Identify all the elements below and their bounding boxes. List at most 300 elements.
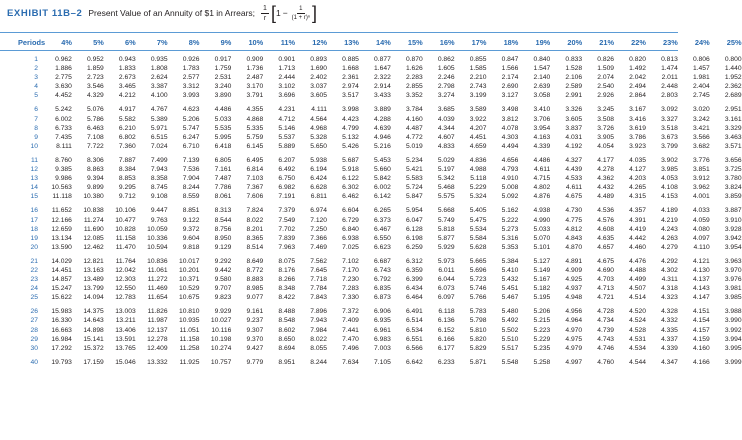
value-cell: 5.389 (150, 115, 168, 123)
value-cell: 4.488 (629, 266, 646, 274)
value-cell: 8.176 (278, 266, 296, 274)
value-cell: 5.223 (533, 326, 551, 334)
value-cell: 8.488 (278, 308, 296, 316)
value-cell: 3.410 (533, 106, 551, 114)
value-cell: 4.657 (597, 243, 615, 251)
value-cell: 3.566 (692, 133, 710, 141)
value-cell: 13.163 (83, 266, 104, 274)
value-cell: 9.108 (150, 193, 168, 201)
value-cell: 9.372 (182, 225, 200, 233)
value-cell: 11.470 (115, 243, 136, 251)
formula-outer-fraction (261, 5, 269, 22)
value-cell: 3.416 (629, 115, 646, 123)
value-cell: 7.366 (310, 234, 328, 242)
value-cell: 6.492 (278, 166, 296, 174)
value-cell: 4.192 (565, 142, 583, 150)
value-cell: 5.197 (437, 166, 455, 174)
period-cell: 10 (30, 142, 38, 150)
value-cell: 8.985 (246, 285, 264, 293)
value-cell: 3.605 (565, 115, 583, 123)
period-cell: 26 (30, 308, 38, 316)
value-cell: 10.027 (210, 317, 232, 325)
value-cell: 4.712 (278, 115, 296, 123)
value-cell: 4.476 (629, 257, 646, 265)
value-cell: 6.938 (342, 234, 359, 242)
value-cell: 4.868 (246, 115, 264, 123)
value-cell: 6.802 (118, 133, 136, 141)
value-cell: 2.444 (278, 74, 296, 82)
value-cell: 0.870 (405, 56, 423, 63)
rate-column-header: 13% (344, 37, 359, 47)
formula-outer-numerator: 1 (263, 4, 267, 12)
value-cell: 4.608 (597, 225, 615, 233)
value-cell: 0.813 (661, 56, 678, 63)
value-cell: 6.462 (342, 193, 359, 201)
value-cell: 1.952 (724, 74, 742, 82)
value-cell: 6.259 (405, 243, 423, 251)
value-cell: 4.054 (597, 142, 615, 150)
value-cell: 6.515 (150, 133, 168, 141)
value-cell: 2.487 (246, 74, 264, 82)
value-cell: 4.160 (692, 344, 710, 352)
value-cell: 5.502 (501, 326, 519, 334)
period-cell: 4 (34, 83, 38, 91)
value-cell: 17.292 (51, 344, 72, 352)
period-cell: 9 (34, 133, 38, 141)
value-cell: 10.336 (147, 234, 168, 242)
value-cell: 6.733 (55, 124, 72, 132)
value-cell: 4.154 (692, 317, 710, 325)
value-cell: 4.507 (629, 285, 646, 293)
table-row (0, 142, 742, 151)
value-cell: 5.971 (150, 124, 168, 132)
value-cell: 9.707 (214, 285, 232, 293)
value-cell: 2.540 (597, 83, 615, 91)
value-cell: 12.166 (51, 216, 72, 224)
value-cell: 9.929 (214, 308, 232, 316)
value-cell: 4.391 (629, 216, 646, 224)
value-cell: 7.003 (374, 344, 391, 352)
value-cell: 4.743 (597, 335, 615, 343)
value-cell: 2.723 (87, 74, 104, 82)
value-cell: 6.122 (342, 175, 359, 183)
value-cell: 7.549 (278, 216, 296, 224)
value-cell: 5.206 (533, 308, 551, 316)
value-cell: 1.690 (310, 65, 328, 73)
value-cell: 1.457 (692, 65, 710, 73)
value-cell: 15.046 (115, 358, 136, 366)
value-cell: 8.951 (278, 358, 296, 366)
value-cell: 2.951 (724, 106, 742, 114)
value-cell: 4.997 (565, 358, 583, 366)
value-cell: 4.160 (405, 115, 423, 123)
value-cell: 15.141 (83, 335, 104, 343)
value-cell: 4.329 (87, 92, 104, 100)
value-cell: 5.242 (55, 106, 72, 114)
value-cell: 2.361 (342, 74, 359, 82)
value-cell: 0.862 (437, 56, 455, 63)
value-cell: 2.639 (533, 83, 551, 91)
value-cell: 4.970 (565, 326, 583, 334)
exhibit-header (7, 2, 317, 24)
value-cell: 16.663 (51, 326, 72, 334)
value-cell: 9.385 (55, 166, 72, 174)
value-cell: 9.129 (214, 243, 232, 251)
value-cell: 3.922 (469, 115, 487, 123)
value-cell: 4.514 (629, 294, 646, 302)
value-cell: 8.365 (246, 234, 264, 242)
value-cell: 15.372 (83, 344, 104, 352)
value-cell: 4.001 (692, 193, 710, 201)
value-cell: 5.724 (405, 184, 423, 192)
value-cell: 5.582 (118, 115, 136, 123)
value-cell: 17.159 (83, 358, 104, 366)
value-cell: 7.409 (342, 317, 359, 325)
period-cell: 6 (34, 106, 38, 114)
value-cell: 5.384 (501, 257, 519, 265)
value-cell: 5.798 (469, 317, 487, 325)
value-cell: 1.668 (342, 65, 359, 73)
value-cell: 3.990 (724, 317, 742, 325)
value-cell: 2.745 (692, 92, 710, 100)
value-cell: 12.303 (115, 276, 136, 284)
value-cell: 3.508 (597, 115, 615, 123)
value-cell: 13.765 (115, 344, 136, 352)
rate-column-header: 4% (61, 37, 72, 47)
value-cell: 4.130 (692, 266, 710, 274)
value-cell: 7.230 (342, 276, 359, 284)
value-cell: 6.194 (310, 166, 328, 174)
period-cell: 3 (34, 74, 38, 82)
value-cell: 4.760 (597, 358, 615, 366)
value-cell: 4.153 (661, 193, 678, 201)
value-cell: 0.952 (87, 56, 104, 63)
value-cell: 7.824 (246, 207, 264, 215)
value-cell: 4.639 (374, 124, 391, 132)
value-cell: 8.756 (214, 225, 232, 233)
value-cell: 3.696 (278, 92, 296, 100)
value-cell: 0.926 (182, 56, 200, 63)
value-cell: 4.035 (629, 156, 646, 164)
value-cell: 5.583 (405, 175, 423, 183)
value-cell: 9.986 (55, 175, 72, 183)
table-row (0, 156, 742, 165)
value-cell: 4.265 (629, 184, 646, 192)
value-cell: 7.887 (118, 156, 136, 164)
value-cell: 5.929 (437, 243, 455, 251)
table-row (0, 266, 742, 275)
value-cell: 0.877 (374, 56, 391, 63)
value-cell: 5.517 (501, 344, 519, 352)
value-cell: 12.409 (147, 344, 168, 352)
value-cell: 5.829 (469, 344, 487, 352)
value-cell: 6.814 (246, 166, 264, 174)
value-cell: 5.127 (533, 257, 551, 265)
value-cell: 0.901 (278, 56, 296, 63)
value-cell: 3.546 (87, 83, 104, 91)
value-cell: 5.146 (278, 124, 296, 132)
value-cell: 5.222 (501, 216, 519, 224)
value-cell: 4.039 (437, 115, 455, 123)
value-cell: 4.909 (565, 266, 583, 274)
value-cell: 3.993 (182, 92, 200, 100)
value-cell: 8.649 (246, 257, 264, 265)
value-cell: 5.938 (310, 156, 328, 164)
value-cell: 4.793 (501, 166, 519, 174)
value-cell: 5.575 (437, 193, 455, 201)
present-value-table (0, 36, 742, 367)
value-cell: 4.143 (692, 285, 710, 293)
value-cell: 4.159 (692, 335, 710, 343)
value-cell: 4.452 (55, 92, 72, 100)
value-cell: 5.759 (246, 133, 264, 141)
value-cell: 13.591 (115, 335, 136, 343)
value-cell: 3.799 (661, 142, 678, 150)
value-cell: 5.877 (437, 234, 455, 242)
value-cell: 7.606 (246, 193, 264, 201)
value-cell: 9.580 (214, 276, 232, 284)
value-cell: 13.799 (83, 285, 104, 293)
value-cell: 9.394 (87, 175, 104, 183)
value-cell: 10.059 (147, 225, 168, 233)
value-cell: 7.108 (87, 133, 104, 141)
value-cell: 8.358 (150, 175, 168, 183)
period-cell: 29 (30, 335, 38, 343)
value-cell: 4.891 (565, 257, 583, 265)
value-cell: 4.534 (629, 344, 646, 352)
value-cell: 7.024 (150, 142, 168, 150)
value-cell: 3.170 (246, 83, 264, 91)
value-cell: 1.528 (565, 65, 583, 73)
value-cell: 12.042 (115, 266, 136, 274)
value-cell: 5.324 (469, 193, 487, 201)
formula-right-bracket: ] (312, 3, 318, 23)
value-cell: 10.836 (147, 257, 168, 265)
value-cell: 6.623 (374, 243, 391, 251)
value-cell: 4.812 (565, 225, 583, 233)
value-cell: 10.380 (83, 193, 104, 201)
value-cell: 3.037 (310, 83, 328, 91)
value-cell: 11.158 (115, 234, 136, 242)
value-cell: 3.706 (533, 115, 551, 123)
value-cell: 5.092 (501, 193, 519, 201)
value-cell: 5.149 (533, 266, 551, 274)
value-cell: 3.327 (661, 115, 678, 123)
value-cell: 9.604 (182, 234, 200, 242)
value-cell: 4.278 (597, 166, 615, 174)
rate-column-header: 17% (471, 37, 487, 47)
value-cell: 2.246 (437, 74, 455, 82)
value-cell: 7.843 (310, 294, 328, 302)
value-cell: 8.772 (246, 266, 264, 274)
value-cell: 10.675 (178, 294, 200, 302)
table-row (0, 335, 742, 344)
value-cell: 6.312 (405, 257, 423, 265)
rate-column-header: 18% (503, 37, 519, 47)
value-cell: 11.826 (147, 308, 168, 316)
value-cell: 4.362 (597, 175, 615, 183)
value-cell: 4.423 (342, 115, 359, 123)
value-cell: 2.673 (118, 74, 136, 82)
value-cell: 5.029 (437, 156, 455, 164)
value-cell: 8.760 (55, 156, 72, 164)
table-row (0, 243, 742, 252)
value-cell: 7.839 (278, 234, 296, 242)
value-cell: 14.857 (51, 276, 72, 284)
value-cell: 8.055 (310, 344, 328, 352)
value-cell: 7.496 (342, 344, 359, 352)
table-row (0, 307, 742, 316)
value-cell: 6.247 (182, 133, 200, 141)
period-cell: 40 (30, 358, 38, 366)
table-row (0, 234, 742, 243)
table-row (0, 275, 742, 284)
value-cell: 7.963 (278, 243, 296, 251)
value-cell: 2.689 (724, 92, 742, 100)
value-cell: 4.734 (597, 317, 615, 325)
value-cell: 11.764 (115, 257, 136, 265)
value-cell: 9.161 (246, 308, 264, 316)
value-cell: 12.462 (83, 243, 104, 251)
value-cell: 7.786 (214, 184, 232, 192)
value-cell: 4.339 (533, 142, 551, 150)
value-cell: 4.489 (597, 193, 615, 201)
value-cell: 13.003 (115, 308, 136, 316)
value-cell: 10.838 (83, 207, 104, 215)
value-cell: 2.210 (469, 74, 487, 82)
value-cell: 3.463 (724, 133, 742, 141)
value-cell: 3.682 (692, 142, 710, 150)
value-cell: 6.604 (342, 207, 359, 215)
table-row (0, 284, 742, 293)
value-cell: 0.820 (629, 56, 646, 63)
value-cell: 11.652 (51, 207, 72, 215)
value-cell: 7.645 (310, 266, 328, 274)
value-cell: 5.195 (533, 294, 551, 302)
value-cell: 3.167 (629, 106, 646, 114)
value-cell: 10.757 (210, 358, 232, 366)
value-cell: 9.763 (150, 216, 168, 224)
value-cell: 10.828 (115, 225, 136, 233)
value-cell: 0.885 (342, 56, 359, 63)
value-cell: 6.177 (437, 344, 455, 352)
value-cell: 4.772 (405, 133, 423, 141)
value-cell: 4.968 (310, 124, 328, 132)
value-cell: 2.775 (55, 74, 72, 82)
value-cell: 6.729 (342, 216, 359, 224)
value-cell: 6.495 (246, 156, 264, 164)
value-cell: 5.215 (533, 317, 551, 325)
value-cell: 5.954 (405, 207, 423, 215)
value-cell: 5.783 (469, 308, 487, 316)
period-cell: 19 (30, 234, 38, 242)
value-cell: 6.961 (374, 326, 391, 334)
value-cell: 6.002 (374, 184, 391, 192)
value-cell: 3.985 (661, 166, 678, 174)
value-cell: 6.491 (405, 308, 423, 316)
value-cell: 1.492 (629, 65, 646, 73)
value-cell: 2.283 (405, 74, 423, 82)
value-cell: 4.975 (565, 335, 583, 343)
value-cell: 2.864 (629, 92, 646, 100)
period-cell: 1 (34, 56, 38, 63)
value-cell: 3.312 (182, 83, 200, 91)
value-cell: 7.103 (246, 175, 264, 183)
value-cell: 9.823 (214, 294, 232, 302)
value-cell: 4.486 (214, 106, 232, 114)
value-cell: 3.923 (629, 142, 646, 150)
value-cell: 5.871 (469, 358, 487, 366)
period-cell: 14 (30, 184, 38, 192)
value-cell: 1.833 (118, 65, 136, 73)
value-cell: 5.628 (469, 243, 487, 251)
value-cell: 14.898 (83, 326, 104, 334)
value-cell: 9.237 (246, 317, 264, 325)
value-cell: 8.544 (214, 216, 232, 224)
value-cell: 5.973 (437, 257, 455, 265)
value-cell: 3.058 (533, 92, 551, 100)
value-cell: 10.371 (178, 276, 200, 284)
value-cell: 10.935 (178, 317, 200, 325)
value-cell: 7.469 (310, 243, 328, 251)
period-cell: 8 (34, 124, 38, 132)
value-cell: 6.210 (118, 124, 136, 132)
value-cell: 0.935 (150, 56, 168, 63)
value-cell: 5.258 (533, 358, 551, 366)
value-cell: 10.563 (51, 184, 72, 192)
value-cell: 3.127 (501, 92, 519, 100)
value-cell: 2.855 (405, 83, 423, 91)
value-cell: 1.759 (214, 65, 232, 73)
value-cell: 3.812 (501, 115, 519, 123)
value-cell: 1.713 (278, 65, 296, 73)
value-cell: 2.042 (629, 74, 646, 82)
value-cell: 4.442 (629, 234, 646, 242)
value-cell: 3.928 (724, 225, 742, 233)
value-cell: 1.736 (246, 65, 264, 73)
value-cell: 3.963 (724, 257, 742, 265)
value-cell: 4.279 (661, 243, 678, 251)
annuity-formula (259, 4, 317, 22)
value-cell: 10.201 (178, 266, 200, 274)
value-cell: 0.893 (310, 56, 328, 63)
value-cell: 7.718 (310, 276, 328, 284)
value-cell: 4.730 (565, 207, 583, 215)
value-cell: 3.954 (533, 124, 551, 132)
value-cell: 4.728 (597, 308, 615, 316)
period-cell: 16 (30, 207, 38, 215)
value-cell: 4.332 (661, 317, 678, 325)
value-cell: 3.725 (724, 166, 742, 174)
value-cell: 5.510 (501, 335, 519, 343)
rate-column-header: 12% (312, 37, 328, 47)
value-cell: 3.912 (692, 175, 710, 183)
value-cell: 5.405 (469, 207, 487, 215)
table-row (0, 358, 742, 367)
value-cell: 2.624 (150, 74, 168, 82)
value-cell: 0.909 (246, 56, 264, 63)
value-cell: 9.370 (246, 335, 264, 343)
rate-column-header: 19% (535, 37, 551, 47)
value-cell: 3.942 (724, 234, 742, 242)
value-cell: 2.011 (661, 74, 678, 82)
value-cell: 6.399 (405, 276, 423, 284)
value-cell: 4.611 (534, 166, 551, 174)
value-cell: 5.548 (501, 358, 519, 366)
value-cell: 7.170 (342, 266, 359, 274)
value-cell: 3.910 (724, 216, 742, 224)
value-cell: 6.935 (374, 317, 391, 325)
